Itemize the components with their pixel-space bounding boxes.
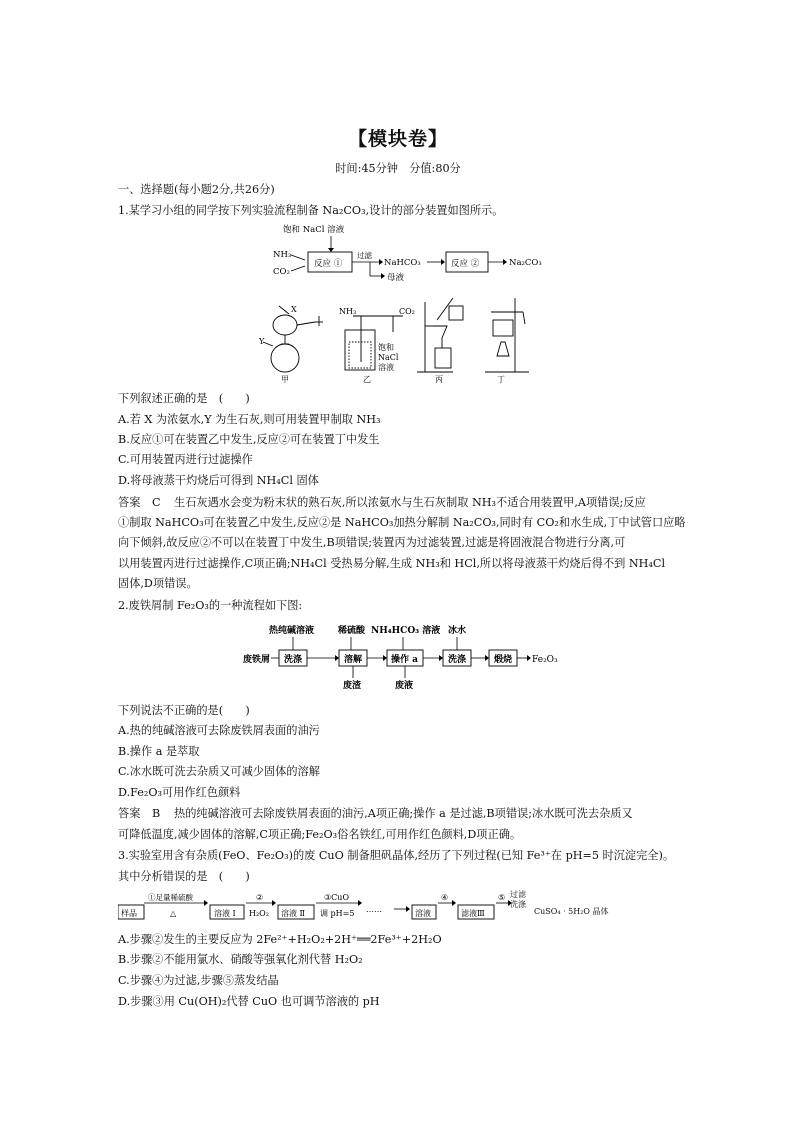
q3-dots: …… bbox=[366, 905, 382, 914]
label-y: Y bbox=[259, 337, 265, 346]
q3-sol2: 溶液 Ⅱ bbox=[281, 909, 305, 918]
q3-sol: 溶液 bbox=[415, 909, 431, 918]
q1-answer-letter: C bbox=[152, 496, 161, 509]
q2-box5-label: 煅烧 bbox=[494, 655, 513, 665]
q2-flow-diagram bbox=[243, 622, 563, 696]
q1-flow-nahco3: NaHCO₃ bbox=[384, 258, 421, 268]
q3-filter: 过滤 bbox=[510, 890, 526, 899]
q1-option-d: D.将母液蒸干灼烧后可得到 NH₄Cl 固体 bbox=[118, 474, 319, 487]
q2-analysis-line-1: 热的纯碱溶液可去除废铁屑表面的油污,A项正确;操作 a 是过滤,B项错误;冰水既可洗去杂质又 bbox=[174, 807, 633, 820]
q2-box2-label: 溶解 bbox=[344, 655, 363, 665]
q1-analysis-line-3: 向下倾斜,故反应②不可以在装置丁中发生,B项错误;装置丙为过滤装置,过滤是将固液混合物进行分离,可 bbox=[118, 536, 626, 549]
q3-option-c: C.步骤④为过滤,步骤⑤蒸发结晶 bbox=[118, 974, 279, 987]
q3-filt: 滤液Ⅲ bbox=[461, 909, 485, 918]
apparatus-ding bbox=[485, 298, 529, 384]
q1-flow-mother: 母液 bbox=[387, 273, 405, 283]
q2-start: 废铁屑 bbox=[243, 655, 271, 665]
q1-flow-diagram bbox=[273, 222, 573, 292]
q3-step1: ①足量稀硫酸 bbox=[148, 893, 193, 902]
q1-option-c: C.可用装置丙进行过滤操作 bbox=[118, 453, 253, 466]
q2-answer-line bbox=[118, 804, 678, 824]
q2-box3-label: 操作 a bbox=[391, 655, 418, 665]
label-sat1: 饱和 bbox=[378, 343, 394, 352]
q3-step5: ⑤ bbox=[498, 893, 506, 902]
q2-answer-letter: B bbox=[152, 807, 161, 820]
q1-flow-top-label: 饱和 NaCl 溶液 bbox=[283, 225, 345, 235]
q3-stem: 3.实验室用含有杂质(FeO、Fe₂O₃)的废 CuO 制备胆矾晶体,经历了下列过程(已知 Fe³⁺在 pH=5 时沉淀完全)。 bbox=[118, 849, 675, 862]
q2-reagent-3: NH₄HCO₃ 溶液 bbox=[371, 626, 441, 636]
label-yi: 乙 bbox=[363, 375, 371, 384]
q2-end: Fe₂O₃ bbox=[532, 655, 558, 665]
label-yi-co2: CO₂ bbox=[399, 307, 415, 316]
q2-box4-label: 洗涤 bbox=[448, 655, 467, 665]
q2-waste-residue: 废渣 bbox=[343, 681, 362, 691]
q3-wash: 洗涤 bbox=[510, 900, 526, 909]
q1-option-a: A.若 X 为浓氨水,Y 为生石灰,则可用装置甲制取 NH₃ bbox=[118, 413, 381, 426]
q1-question: 下列叙述正确的是 ( ) bbox=[118, 392, 250, 405]
q3-question: 其中分析错误的是 ( ) bbox=[118, 870, 250, 883]
section-heading: 一、选择题(每小题2分,共26分) bbox=[118, 183, 275, 196]
q3-sol1: 溶液 Ⅰ bbox=[214, 909, 236, 918]
q1-apparatus-figure bbox=[253, 292, 553, 388]
q1-flow-box1-label: 反应 ① bbox=[314, 259, 343, 269]
apparatus-yi bbox=[339, 307, 415, 384]
q3-option-d: D.步骤③用 Cu(OH)₂代替 CuO 也可调节溶液的 pH bbox=[118, 995, 380, 1008]
q2-waste-liquid: 废液 bbox=[395, 681, 414, 691]
q3-h2o2: H₂O₂ bbox=[249, 909, 269, 918]
q3-end: CuSO₄ · 5H₂O 晶体 bbox=[534, 907, 609, 916]
q3-option-b: B.步骤②不能用氯水、硝酸等强氧化剂代替 H₂O₂ bbox=[118, 953, 363, 966]
label-sat3: 溶液 bbox=[378, 363, 394, 372]
q1-stem: 1.某学习小组的同学按下列实验流程制备 Na₂CO₃,设计的部分装置如图所示。 bbox=[118, 204, 504, 217]
q3-start: 样品 bbox=[121, 909, 137, 918]
q3-flow-diagram bbox=[118, 890, 538, 928]
q1-answer-label: 答案 bbox=[118, 496, 141, 509]
label-yi-nh3: NH₃ bbox=[339, 307, 357, 316]
q3-heat: △ bbox=[170, 909, 177, 918]
label-sat2: NaCl bbox=[378, 353, 399, 362]
q3-ph: 调 pH=5 bbox=[320, 909, 355, 918]
apparatus-bing bbox=[417, 298, 463, 384]
q2-option-a: A.热的纯碱溶液可去除废铁屑表面的油污 bbox=[118, 724, 320, 737]
q2-reagent-4: 冰水 bbox=[448, 626, 467, 636]
q1-flow-filter: 过滤 bbox=[357, 251, 372, 260]
q2-option-c: C.冰水既可洗去杂质又可减少固体的溶解 bbox=[118, 765, 320, 778]
q2-reagent-1: 热纯碱溶液 bbox=[269, 626, 315, 636]
q3-step2: ② bbox=[256, 893, 264, 902]
q1-analysis-line-4: 以用装置丙进行过滤操作,C项正确;NH₄Cl 受热易分解,生成 NH₃和 HCl,所以将母液蒸干灼烧后得不到 NH₄Cl bbox=[118, 557, 666, 570]
q1-flow-nh3: NH₃ bbox=[273, 250, 292, 260]
q2-option-b: B.操作 a 是萃取 bbox=[118, 745, 200, 758]
q2-option-d: D.Fe₂O₃可用作红色颜料 bbox=[118, 786, 241, 799]
q1-flow-box2-label: 反应 ② bbox=[451, 259, 480, 269]
q3-step4: ④ bbox=[441, 893, 449, 902]
q3-option-a: A.步骤②发生的主要反应为 2Fe²⁺+H₂O₂+2H⁺══2Fe³⁺+2H₂O bbox=[118, 933, 442, 946]
q1-analysis-line-5: 固体,D项错误。 bbox=[118, 577, 198, 590]
label-jia: 甲 bbox=[281, 375, 289, 384]
page-title: 【模块卷】 bbox=[347, 128, 448, 150]
label-x: X bbox=[291, 305, 297, 314]
q1-answer-line bbox=[118, 493, 678, 513]
q2-stem: 2.废铁屑制 Fe₂O₃的一种流程如下图: bbox=[118, 599, 303, 612]
q1-flow-co2: CO₂ bbox=[273, 267, 290, 277]
q3-step3: ③CuO bbox=[324, 893, 350, 902]
apparatus-jia bbox=[258, 305, 323, 384]
label-ding: 丁 bbox=[497, 375, 505, 384]
q2-answer-label: 答案 bbox=[118, 807, 141, 820]
q1-analysis-line-1: 生石灰遇水会变为粉末状的熟石灰,所以浓氨水与生石灰制取 NH₃不适合用装置甲,A项错误;反应 bbox=[174, 496, 646, 509]
q1-flow-na2co3: Na₂CO₃ bbox=[509, 258, 542, 268]
q1-option-b: B.反应①可在装置乙中发生,反应②可在装置丁中发生 bbox=[118, 433, 380, 446]
label-bing: 丙 bbox=[435, 375, 443, 384]
q2-question: 下列说法不正确的是( ) bbox=[118, 704, 250, 717]
q3-flow-end bbox=[510, 890, 526, 910]
q2-reagent-2: 稀硫酸 bbox=[338, 626, 366, 636]
q2-box1-label: 洗涤 bbox=[284, 655, 303, 665]
exam-info: 时间:45分钟 分值:80分 bbox=[335, 162, 461, 175]
q1-analysis-line-2: ①制取 NaHCO₃可在装置乙中发生,反应②是 NaHCO₃加热分解制 Na₂CO₃,同时有 CO₂和水生成,丁中试管口应略 bbox=[118, 516, 686, 529]
q2-analysis-line-2: 可降低温度,减少固体的溶解,C项正确;Fe₂O₃俗名铁红,可用作红色颜料,D项正确。 bbox=[118, 828, 522, 841]
